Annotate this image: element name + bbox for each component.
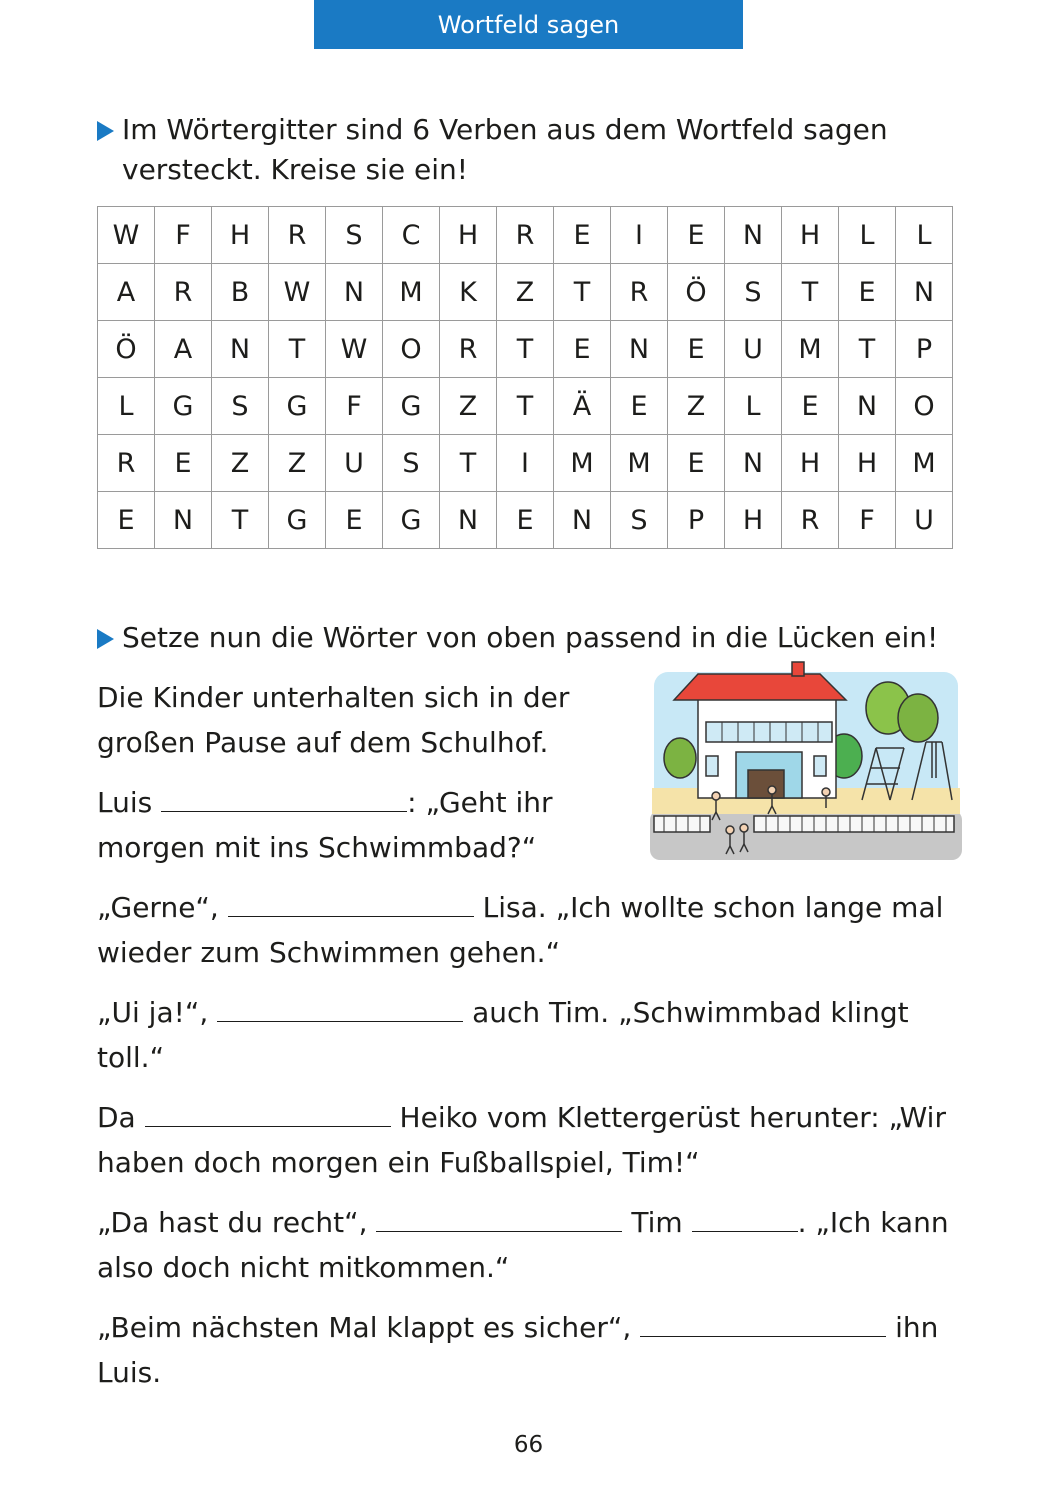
task-1-instruction [97,110,917,190]
grid-cell[interactable]: N [725,435,782,492]
story-paragraph-6: „Da hast du recht“, Tim . „Ich kann also doch nicht mitkommen.“ [97,1200,965,1290]
grid-row [98,264,953,321]
grid-cell[interactable]: H [725,492,782,549]
chimney [792,662,804,676]
grid-cell[interactable]: H [440,207,497,264]
windows-row [706,722,832,742]
task-1-text: Im Wörtergitter sind 6 Verben aus dem Wortfeld sagen versteckt. Kreise sie ein! [122,113,888,186]
grid-cell[interactable]: Ä [554,378,611,435]
grid-cell[interactable]: S [725,264,782,321]
grid-cell[interactable]: L [98,378,155,435]
grid-cell[interactable]: E [554,207,611,264]
grid-cell[interactable]: Ö [668,264,725,321]
grid-cell[interactable]: Z [497,264,554,321]
grid-cell[interactable]: N [554,492,611,549]
grid-cell[interactable]: F [326,378,383,435]
grid-cell[interactable]: N [896,264,953,321]
grid-cell[interactable]: T [497,321,554,378]
grid-cell[interactable]: F [839,492,896,549]
triangle-bullet-icon [97,121,114,141]
grid-cell[interactable]: P [668,492,725,549]
section-title: Wortfeld sagen [437,10,620,39]
grid-cell[interactable]: N [611,321,668,378]
grid-cell[interactable]: T [212,492,269,549]
grid-cell[interactable]: E [155,435,212,492]
grid-cell[interactable]: G [269,378,326,435]
triangle-bullet-icon [97,629,114,649]
grid-cell[interactable]: G [269,492,326,549]
door [748,770,784,798]
tree-icon [898,694,938,742]
blank-line[interactable] [217,993,463,1022]
grid-cell[interactable]: I [497,435,554,492]
blank-line[interactable] [161,783,407,812]
grid-row [98,321,953,378]
grid-cell[interactable]: H [782,207,839,264]
school-roof [674,674,846,700]
grid-cell[interactable]: M [611,435,668,492]
grid-cell[interactable]: Z [212,435,269,492]
grid-cell[interactable]: H [212,207,269,264]
grid-cell[interactable]: O [896,378,953,435]
grid-cell[interactable]: E [668,321,725,378]
blank-line[interactable] [640,1308,886,1337]
grid-cell[interactable]: M [554,435,611,492]
grid-cell[interactable]: G [155,378,212,435]
grid-cell[interactable]: Z [440,378,497,435]
grid-cell[interactable]: A [155,321,212,378]
grid-cell[interactable]: W [269,264,326,321]
task-2-instruction [97,618,977,658]
page-number: 66 [513,1432,544,1458]
grid-cell[interactable]: R [497,207,554,264]
blank-line[interactable] [228,888,474,917]
grid-cell[interactable]: U [725,321,782,378]
grid-cell[interactable]: M [782,321,839,378]
grid-cell[interactable]: T [269,321,326,378]
window [814,756,826,776]
grid-row [98,435,953,492]
grid-cell[interactable]: E [668,207,725,264]
window [706,756,718,776]
grid-cell[interactable]: M [896,435,953,492]
story-paragraph-2: Luis : „Geht ihr morgen mit ins Schwimmbad?“ [97,780,597,870]
blank-line[interactable] [145,1098,391,1127]
grid-cell[interactable]: R [440,321,497,378]
section-header [314,0,743,49]
grid-cell[interactable]: A [98,264,155,321]
task-2-text: Setze nun die Wörter von oben passend in die Lücken ein! [122,621,939,654]
story-paragraph-5: Da Heiko vom Klettergerüst herunter: „Wir haben doch morgen ein Fußballspiel, Tim!“ [97,1095,947,1185]
grid-cell[interactable]: W [98,207,155,264]
grid-cell[interactable]: S [326,207,383,264]
story-paragraph-1: Die Kinder unterhalten sich in der großen Pause auf dem Schulhof. [97,681,570,759]
grid-cell[interactable]: Z [668,378,725,435]
grid-cell[interactable]: E [839,264,896,321]
grid-cell[interactable]: R [269,207,326,264]
grid-row [98,378,953,435]
grid-cell[interactable]: F [155,207,212,264]
grid-cell[interactable]: R [611,264,668,321]
grid-cell[interactable]: G [383,492,440,549]
grid-cell[interactable]: I [611,207,668,264]
grid-cell[interactable]: E [782,378,839,435]
grid-cell[interactable]: Z [269,435,326,492]
grid-cell[interactable]: T [782,264,839,321]
grid-row [98,492,953,549]
grid-row [98,207,953,264]
grid-cell[interactable]: E [554,321,611,378]
grid-cell[interactable]: Ö [98,321,155,378]
grid-cell[interactable]: B [212,264,269,321]
grid-cell[interactable]: S [212,378,269,435]
grid-cell[interactable]: L [725,378,782,435]
grid-cell[interactable]: N [839,378,896,435]
grid-cell[interactable]: T [497,378,554,435]
grid-cell[interactable]: T [554,264,611,321]
grid-cell[interactable]: P [896,321,953,378]
school-illustration [650,660,962,866]
grid-cell[interactable]: N [155,492,212,549]
grid-cell[interactable]: E [497,492,554,549]
grid-cell[interactable]: L [896,207,953,264]
grid-cell[interactable]: C [383,207,440,264]
word-grid [97,206,953,549]
grid-cell[interactable]: M [383,264,440,321]
grid-cell[interactable]: N [212,321,269,378]
grid-cell[interactable]: H [782,435,839,492]
grid-cell[interactable]: N [440,492,497,549]
grid-cell[interactable]: K [440,264,497,321]
grid-cell[interactable]: U [896,492,953,549]
grid-cell[interactable]: E [326,492,383,549]
story-paragraph-3: „Gerne“, Lisa. „Ich wollte schon lange mal wieder zum Schwimmen gehen.“ [97,885,965,975]
fence [654,816,954,832]
grid-cell[interactable]: S [611,492,668,549]
grid-cell[interactable]: R [782,492,839,549]
blank-line-short[interactable] [692,1203,798,1232]
grid-cell[interactable]: R [155,264,212,321]
grid-cell[interactable]: R [98,435,155,492]
grid-cell[interactable]: O [383,321,440,378]
grid-cell[interactable]: H [839,435,896,492]
grid-cell[interactable]: E [611,378,668,435]
grid-cell[interactable]: N [725,207,782,264]
grid-cell[interactable]: E [668,435,725,492]
tree-icon [664,738,696,778]
grid-cell[interactable]: T [839,321,896,378]
grid-cell[interactable]: U [326,435,383,492]
blank-line[interactable] [376,1203,622,1232]
grid-cell[interactable]: L [839,207,896,264]
grid-cell[interactable]: E [98,492,155,549]
grid-cell[interactable]: N [326,264,383,321]
story-paragraph-7: „Beim nächsten Mal klappt es sicher“, ihn Luis. [97,1305,965,1395]
grid-cell[interactable]: S [383,435,440,492]
grid-cell[interactable]: G [383,378,440,435]
grid-cell[interactable]: W [326,321,383,378]
story-paragraph-4: „Ui ja!“, auch Tim. „Schwimmbad klingt toll.“ [97,990,927,1080]
grid-cell[interactable]: T [440,435,497,492]
